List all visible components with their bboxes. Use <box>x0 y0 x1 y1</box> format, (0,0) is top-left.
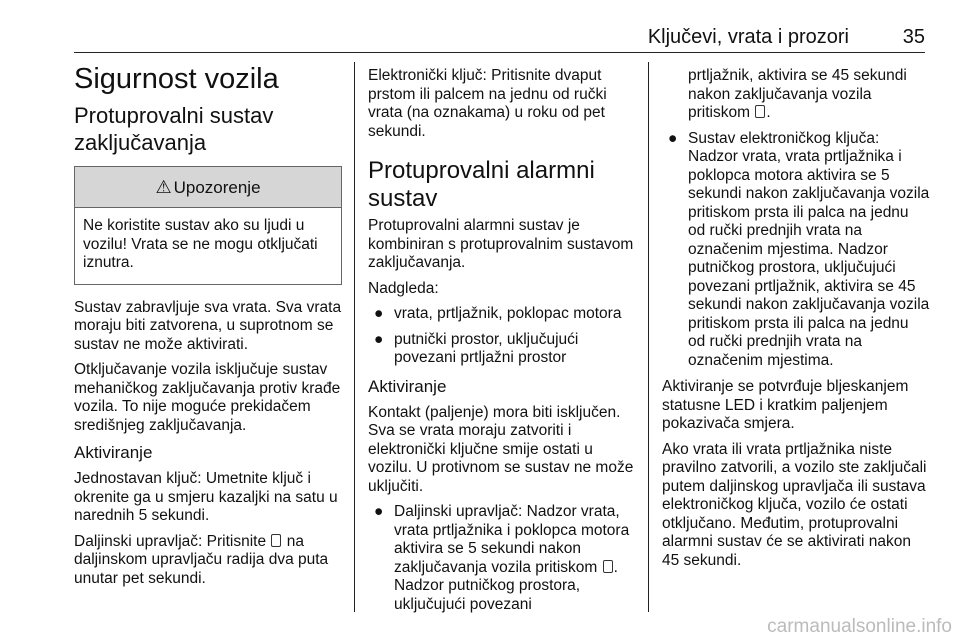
section-heading: Protuprovalni alarmni sustav <box>368 157 595 212</box>
list-item: ● vrata, prtljažnik, poklopac motora <box>374 305 622 322</box>
list-item: ● Sustav elektroničkog ključa: Nadzor vrata, vrata prtljažnika i poklopca motora aktivira se 5 sekundi nakon zaključavanja vozila pritiskom prsta ili palca na jednu od ručki prednjih vrata na označenim mjestima. Nadzor putničkog prostora, uključujući povezani prtljažnik, aktivira se 45 sekundi nakon zaključavanja vozila pritiskom prsta ili palca na jednu od ručki prednjih vrata na označenim mjestima. <box>668 129 930 369</box>
column-3 <box>662 67 930 577</box>
chapter-title: Ključevi, vrata i prozori <box>647 26 849 48</box>
subsection-heading: Protuprovalni sustav zaključavanja <box>74 103 274 155</box>
paragraph: Nadgleda: <box>368 279 439 297</box>
lock-key-icon <box>603 560 613 573</box>
paragraph: Sustav zabravljuje sva vrata. Sva vrata moraju biti zatvorena, u suprotnom se sustav ne može aktivirati. <box>74 298 342 353</box>
warning-box <box>74 166 342 285</box>
column-1 <box>74 62 342 595</box>
list-item: ● Daljinski upravljač: Nadzor vrata, vrata prtljažnika i poklopca motora aktivira se 5 sekundi nakon zaključavanja vozila pritiskom . Nadzor putničkog prostora, uključujući povezani <box>374 503 630 613</box>
page-header <box>74 24 925 53</box>
page-number: 35 <box>902 26 925 48</box>
minor-heading: Aktiviranje <box>368 376 447 396</box>
warning-text: Ne koristite sustav ako su ljudi u vozilu! Vrata se ne mogu otključati iznutra. <box>83 217 318 271</box>
paragraph: Aktiviranje se potvrđuje bljeskanjem statusne LED i kratkim paljenjem pokazivača smjera. <box>662 378 909 432</box>
lock-key-icon <box>755 105 765 118</box>
paragraph: Elektronički ključ: Pritisnite dvaput prstom ili palcem na jednu od ručki vrata (na oznakama) u roku od pet sekundi. <box>368 67 607 140</box>
column-divider <box>648 62 649 612</box>
list-item: prtljažnik, aktivira se 45 sekundi nakon zaključavanja vozila pritiskom . <box>688 67 907 121</box>
column-divider <box>354 62 355 612</box>
warning-title: Upozorenje <box>173 178 261 197</box>
bullet-list <box>662 67 930 370</box>
warning-icon: ⚠ <box>155 177 172 197</box>
paragraph: Protuprovalni alarmni sustav je kombiniran s protuprovalnim sustavom zaključavanja. <box>368 217 634 271</box>
watermark: carmanualsonline.info <box>767 616 952 637</box>
list-item: ● putnički prostor, uključujući povezani prtljažni prostor <box>374 330 579 366</box>
bullet-list <box>368 305 634 368</box>
paragraph: Ako vrata ili vrata prtljažnika niste pravilno zatvorili, a vozilo ste zaključali putem daljinskog upravljača ili sustava elektroničkog ključa, vozilo će ostati otključano. Međutim, protuprovalni alarmni sustav će se aktivirati nakon 45 sekundi. <box>662 440 927 569</box>
minor-heading: Aktiviranje <box>74 443 153 462</box>
column-2 <box>368 67 634 622</box>
paragraph: Kontakt (paljenje) mora biti isključen. Sva se vrata moraju zatvoriti i elektronički ključne smije ostati u vozilu. U protivnom se sustav ne može uključiti. <box>368 403 634 495</box>
paragraph: Jednostavan ključ: Umetnite ključ i okrenite ga u smjeru kazaljki na satu u narednih 5 sekundi. <box>74 470 338 524</box>
paragraph: Otključavanje vozila isključuje sustav mehaničkog zaključavanja protiv krađe vozila. To nije moguće prekidačem središnjeg zaključavanja. <box>74 361 341 434</box>
section-heading: Sigurnost vozila <box>74 63 279 95</box>
bullet-list <box>368 503 634 614</box>
paragraph: Daljinski upravljač: Pritisnite na daljinskom upravljaču radija dva puta unutar pet sekundi. <box>74 532 329 587</box>
lock-key-icon <box>271 534 281 547</box>
warning-header <box>75 167 341 208</box>
